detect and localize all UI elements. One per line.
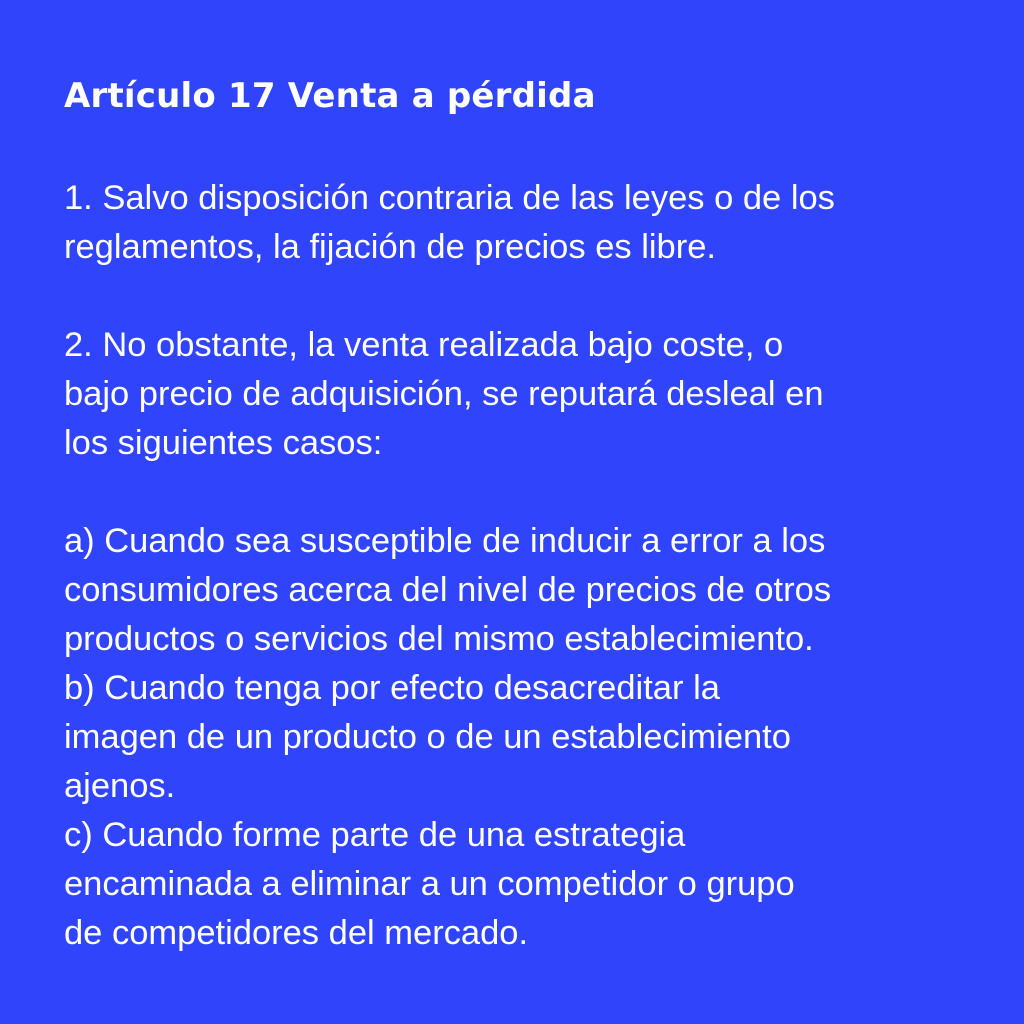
paragraph-2-line-2: bajo precio de adquisición, se reputará desleal en — [64, 375, 824, 413]
case-b-line-2: imagen de un producto o de un establecimiento — [64, 718, 791, 756]
spacer — [64, 120, 984, 174]
case-a-line-3: productos o servicios del mismo establecimiento. — [64, 620, 814, 658]
spacer — [64, 272, 984, 321]
case-a-line-1: a) Cuando sea susceptible de inducir a error a los — [64, 522, 826, 560]
paragraph-2-line-1: 2. No obstante, la venta realizada bajo coste, o — [64, 326, 784, 364]
paragraph-2 — [64, 321, 984, 468]
case-c-line-1: c) Cuando forme parte de una estrategia — [64, 816, 686, 854]
case-a-line-2: consumidores acerca del nivel de precios de otros — [64, 571, 832, 609]
spacer — [64, 468, 984, 517]
case-b-line-3: ajenos. — [64, 767, 176, 805]
cases-list — [64, 517, 984, 958]
paragraph-2-line-3: los siguientes casos: — [64, 424, 383, 462]
paragraph-1 — [64, 174, 984, 272]
paragraph-1-line-1: 1. Salvo disposición contraria de las leyes o de los — [64, 179, 835, 217]
article-title: Artículo 17 Venta a pérdida — [64, 76, 596, 116]
case-c-line-2: encaminada a eliminar a un competidor o grupo — [64, 865, 795, 903]
paragraph-1-line-2: reglamentos, la fijación de precios es libre. — [64, 228, 716, 266]
case-b-line-1: b) Cuando tenga por efecto desacreditar la — [64, 669, 720, 707]
case-c-line-3: de competidores del mercado. — [64, 914, 529, 952]
